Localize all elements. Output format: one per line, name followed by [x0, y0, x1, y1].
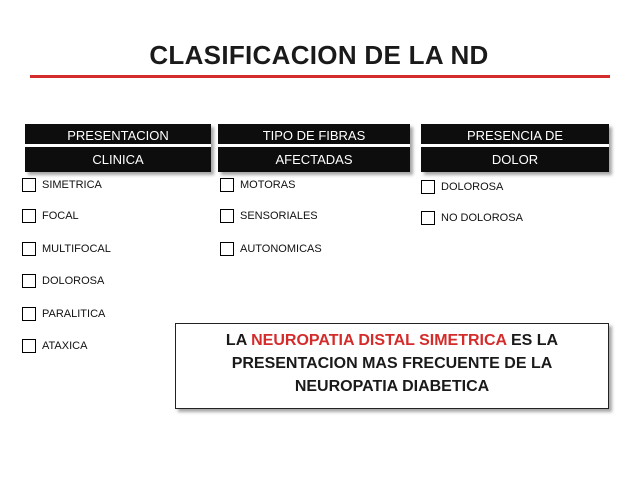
item-label: AUTONOMICAS — [240, 243, 322, 255]
list-item — [220, 176, 295, 194]
header-line2: DOLOR — [491, 152, 539, 167]
header-line1: TIPO DE FIBRAS — [262, 128, 366, 143]
checkbox-square-icon — [421, 211, 435, 225]
callout-suffix: ES LA — [506, 332, 559, 349]
item-label: SENSORIALES — [240, 210, 318, 222]
header-divider — [25, 144, 211, 147]
item-label: MOTORAS — [240, 179, 296, 191]
callout-prefix: LA — [225, 332, 252, 349]
list-item — [421, 209, 523, 227]
header-presentacion-clinica — [25, 124, 211, 172]
item-label: MULTIFOCAL — [42, 243, 111, 255]
list-item — [220, 240, 322, 258]
list-item — [22, 207, 79, 225]
checkbox-square-icon — [220, 242, 234, 256]
list-item — [220, 207, 318, 225]
list-item — [421, 178, 503, 196]
checkbox-square-icon — [22, 242, 36, 256]
checkbox-square-icon — [22, 274, 36, 288]
list-item — [22, 240, 111, 258]
checkbox-square-icon — [421, 180, 435, 194]
item-label: DOLOROSA — [441, 181, 504, 193]
header-line2: CLINICA — [92, 152, 144, 167]
list-item — [22, 272, 104, 290]
header-line2: AFECTADAS — [275, 152, 353, 167]
slide-title: CLASIFICACION DE LA ND — [149, 40, 489, 70]
checkbox-square-icon — [22, 339, 36, 353]
callout-highlight: NEUROPATIA DISTAL SIMETRICA — [251, 332, 507, 349]
item-label: FOCAL — [42, 210, 79, 222]
checkbox-square-icon — [22, 209, 36, 223]
callout-line1 — [176, 329, 608, 352]
header-line1: PRESENCIA DE — [466, 128, 564, 143]
title-underline — [30, 75, 610, 78]
header-divider — [421, 144, 609, 147]
list-item — [22, 176, 102, 194]
item-label: PARALITICA — [42, 308, 106, 320]
checkbox-square-icon — [22, 307, 36, 321]
header-presencia-de-dolor — [421, 124, 609, 172]
callout-box — [175, 323, 609, 409]
callout-line2: PRESENTACION MAS FRECUENTE DE LA — [231, 355, 553, 372]
header-divider — [218, 144, 410, 147]
list-item — [22, 305, 105, 323]
item-label: ATAXICA — [42, 340, 88, 352]
list-item — [22, 337, 87, 355]
callout-line3: NEUROPATIA DIABETICA — [294, 378, 490, 395]
checkbox-square-icon — [220, 178, 234, 192]
checkbox-square-icon — [220, 209, 234, 223]
item-label: DOLOROSA — [42, 275, 105, 287]
header-line1: PRESENTACION — [67, 128, 169, 143]
header-tipo-de-fibras — [218, 124, 410, 172]
item-label: SIMETRICA — [42, 179, 102, 191]
checkbox-square-icon — [22, 178, 36, 192]
item-label: NO DOLOROSA — [441, 212, 523, 224]
